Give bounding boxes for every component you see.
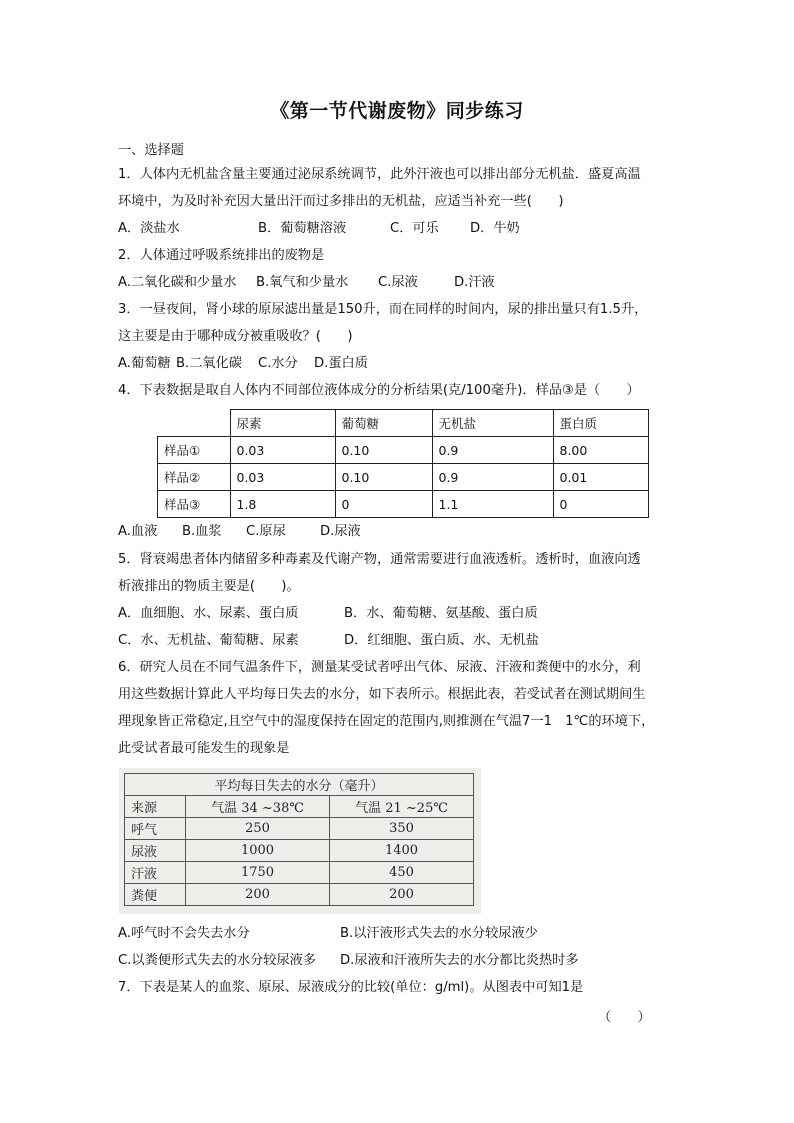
table-header-cell: 来源 — [125, 796, 186, 818]
q5-option-d[interactable]: D．红细胞、蛋白质、水、无机盐 — [344, 633, 539, 648]
table-cell: 8.00 — [553, 437, 649, 464]
q6-stem-line2: 用这些数据计算此人平均每日失去的水分，如下表所示。根据此表，若受试者在测试期间生 — [118, 687, 646, 702]
q6-stem-line1: 6．研究人员在不同气温条件下，测量某受试者呼出气体、尿液、汗液和粪便中的水分，利 — [118, 660, 641, 675]
q3-option-c[interactable]: C.水分 — [258, 356, 298, 371]
table-cell: 200 — [186, 884, 330, 906]
q2-option-c[interactable]: C.尿液 — [378, 275, 418, 290]
q5-option-a[interactable]: A．血细胞、水、尿素、蛋白质 — [118, 606, 299, 621]
table-cell: 1000 — [186, 840, 330, 862]
q6-option-b[interactable]: B.以汗液形式失去的水分较尿液少 — [340, 926, 538, 941]
table-cell: 1750 — [186, 862, 330, 884]
q1-option-a[interactable]: A．淡盐水 — [118, 221, 180, 236]
table-header-cell: 无机盐 — [432, 410, 553, 437]
table-row — [158, 491, 649, 518]
q6-table-image — [119, 768, 481, 914]
table-cell: 0 — [335, 491, 432, 518]
table-header-row — [158, 410, 649, 437]
table-cell: 0.03 — [230, 464, 335, 491]
table-header-cell: 葡萄糖 — [335, 410, 432, 437]
table-cell: 200 — [330, 884, 474, 906]
q1-stem-line2: 环境中，为及时补充因大量出汗而过多排出的无机盐，应适当补充一些( ) — [118, 194, 564, 209]
q6-option-d[interactable]: D.尿液和汗液所失去的水分都比炎热时多 — [340, 953, 579, 968]
q5-stem-line1: 5．肾衰竭患者体内储留多种毒素及代谢产物，通常需要进行血液透析。透析时，血液向透 — [118, 552, 641, 567]
table-cell: 0 — [553, 491, 649, 518]
q4-option-b[interactable]: B.血浆 — [182, 524, 222, 539]
table-row — [125, 840, 474, 862]
table-header-cell: 气温 21 ~25℃ — [330, 796, 474, 818]
q2-option-d[interactable]: D.汗液 — [454, 275, 495, 290]
q7-stem: 7．下表是某人的血浆、原尿、尿液成分的比较(单位：g/ml)。从图表中可知1是 — [118, 980, 584, 995]
section-heading: 一、选择题 — [118, 143, 184, 158]
q4-stem: 4．下表数据是取自人体内不同部位液体成分的分析结果(克/100毫升)．样品③是（ ） — [118, 383, 640, 398]
table-cell: 1.8 — [230, 491, 335, 518]
q3-option-d[interactable]: D.蛋白质 — [314, 356, 368, 371]
q6-table — [124, 773, 474, 906]
q1-option-d[interactable]: D．牛奶 — [470, 221, 520, 236]
q1-stem-line1: 1．人体内无机盐含量主要通过泌尿系统调节，此外汗液也可以排出部分无机盐．盛夏高温 — [118, 167, 641, 182]
q3-stem-line2: 这主要是由于哪种成分被重吸收？( ) — [118, 329, 353, 344]
table-cell: 样品③ — [158, 491, 231, 518]
q5-stem-line2: 析液排出的物质主要是( )。 — [118, 579, 300, 594]
table-header-row — [125, 796, 474, 818]
table-cell: 样品① — [158, 437, 231, 464]
q4-option-d[interactable]: D.尿液 — [320, 524, 361, 539]
q1-option-b[interactable]: B．葡萄糖溶液 — [258, 221, 347, 236]
table-cell: 0.10 — [335, 437, 432, 464]
table-cell: 0.03 — [230, 437, 335, 464]
q6-stem-line4: 此受试者最可能发生的现象是 — [118, 741, 290, 756]
q4-option-c[interactable]: C.原尿 — [246, 524, 286, 539]
q1-option-c[interactable]: C．可乐 — [390, 221, 439, 236]
q5-option-b[interactable]: B．水、葡萄糖、氨基酸、蛋白质 — [344, 606, 538, 621]
q2-option-b[interactable]: B.氧气和少量水 — [256, 275, 349, 290]
table-header-cell: 蛋白质 — [553, 410, 649, 437]
table-cell: 350 — [330, 818, 474, 840]
table-row — [125, 862, 474, 884]
q6-option-c[interactable]: C.以粪便形式失去的水分较尿液多 — [118, 953, 317, 968]
table-caption-row — [125, 774, 474, 796]
table-cell: 0.01 — [553, 464, 649, 491]
q2-stem: 2．人体通过呼吸系统排出的废物是 — [118, 248, 325, 263]
page-title: 《第一节代谢废物》同步练习 — [270, 100, 524, 122]
table-cell: 汗液 — [125, 862, 186, 884]
table-cell: 0.9 — [432, 437, 553, 464]
table-cell: 0.9 — [432, 464, 553, 491]
table-cell: 粪便 — [125, 884, 186, 906]
q3-option-a[interactable]: A.葡萄糖 — [118, 356, 171, 371]
table-header-cell: 气温 34 ~38℃ — [186, 796, 330, 818]
table-cell: 250 — [186, 818, 330, 840]
table-row — [158, 464, 649, 491]
table-header-cell: 尿素 — [230, 410, 335, 437]
table-row — [125, 818, 474, 840]
table-cell: 0.10 — [335, 464, 432, 491]
table-row — [158, 437, 649, 464]
q4-table — [157, 409, 649, 518]
table-cell: 1400 — [330, 840, 474, 862]
q3-option-b[interactable]: B.二氧化碳 — [176, 356, 242, 371]
table-row — [125, 884, 474, 906]
q6-option-a[interactable]: A.呼气时不会失去水分 — [118, 926, 250, 941]
q5-option-c[interactable]: C．水、无机盐、葡萄糖、尿素 — [118, 633, 299, 648]
q3-stem-line1: 3．一昼夜间，肾小球的原尿滤出量是150升，而在同样的时间内，尿的排出量只有1.5升， — [118, 302, 648, 317]
table-cell: 尿液 — [125, 840, 186, 862]
table-cell: 呼气 — [125, 818, 186, 840]
table-caption: 平均每日失去的水分（毫升） — [125, 774, 474, 796]
table-header-cell — [158, 410, 231, 437]
q4-option-a[interactable]: A.血液 — [118, 524, 158, 539]
table-cell: 450 — [330, 862, 474, 884]
q2-option-a[interactable]: A.二氧化碳和少量水 — [118, 275, 237, 290]
q7-answer-blank[interactable]: （ ） — [598, 1010, 651, 1025]
table-cell: 样品② — [158, 464, 231, 491]
q6-stem-line3: 理现象皆正常稳定,且空气中的湿度保持在固定的范围内,则推测在气温7一1 1℃的环境下， — [118, 714, 655, 729]
table-cell: 1.1 — [432, 491, 553, 518]
